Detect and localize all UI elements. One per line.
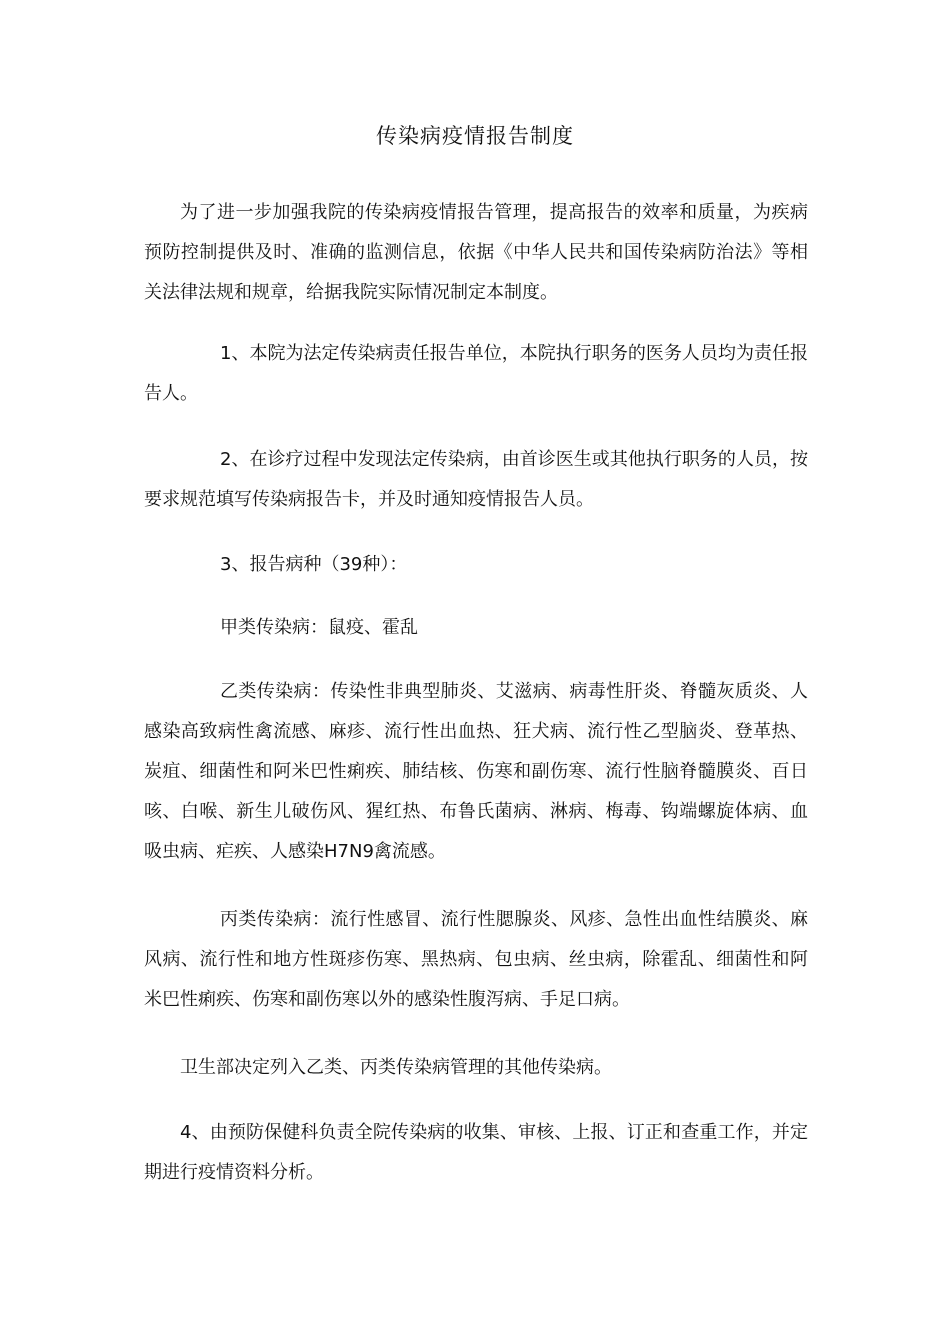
item-4-paragraph: 4、由预防保健科负责全院传染病的收集、审核、上报、订正和查重工作，并定期进行疫情资料分析。 [144, 1122, 808, 1183]
other-diseases-paragraph: 卫生部决定列入乙类、丙类传染病管理的其他传染病。 [180, 1057, 612, 1078]
class-a-paragraph: 甲类传染病：鼠疫、霍乱 [220, 617, 418, 638]
intro-paragraph: 为了进一步加强我院的传染病疫情报告管理，提高报告的效率和质量，为疾病预防控制提供及时、准确的监测信息，依据《中华人民共和国传染病防治法》等相关法律法规和规章，给据我院实际情况制定本制度。 [144, 202, 808, 303]
item-3-heading: 3、报告病种（39种）： [220, 554, 408, 575]
item-2-paragraph: 2、在诊疗过程中发现法定传染病，由首诊医生或其他执行职务的人员，按要求规范填写传染病报告卡，并及时通知疫情报告人员。 [144, 449, 808, 510]
item-1-paragraph: 1、本院为法定传染病责任报告单位，本院执行职务的医务人员均为责任报告人。 [144, 343, 808, 404]
class-c-paragraph: 丙类传染病：流行性感冒、流行性腮腺炎、风疹、急性出血性结膜炎、麻风病、流行性和地方性斑疹伤寒、黑热病、包虫病、丝虫病，除霍乱、细菌性和阿米巴性痢疾、伤寒和副伤寒以外的感染性腹泻病、手足口病。 [144, 909, 808, 1010]
class-b-paragraph: 乙类传染病：传染性非典型肺炎、艾滋病、病毒性肝炎、脊髓灰质炎、人感染高致病性禽流感、麻疹、流行性出血热、狂犬病、流行性乙型脑炎、登革热、炭疽、细菌性和阿米巴性痢疾、肺结核、伤寒和副伤寒、流行性脑脊髓膜炎、百日咳、白喉、新生儿破伤风、猩红热、布鲁氏菌病、淋病、梅毒、钩端螺旋体病、血吸虫病、疟疾、人感染H7N9禽流感。 [144, 681, 808, 862]
document-title: 传染病疫情报告制度 [376, 124, 574, 148]
